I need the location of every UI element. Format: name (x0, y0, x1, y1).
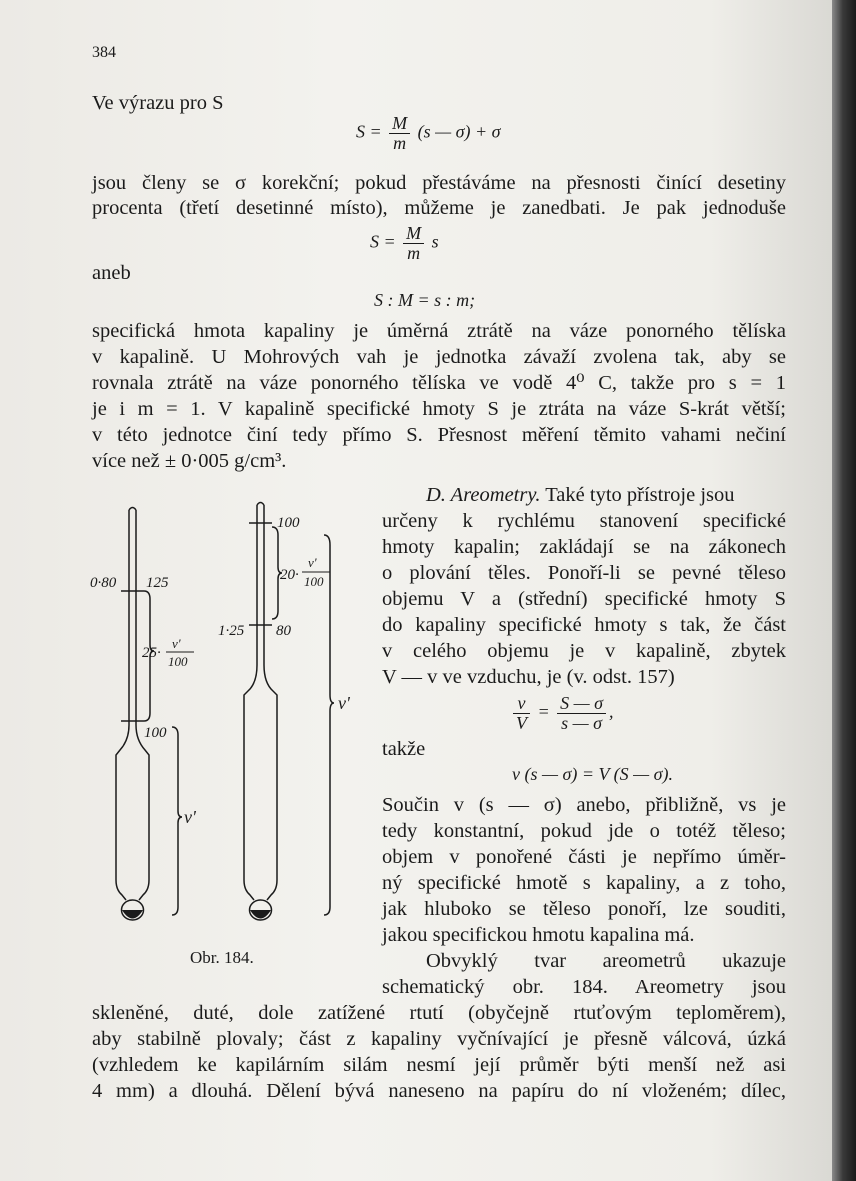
formula-4-den2: s — σ (561, 712, 603, 733)
left-hydrometer-outline-left (116, 510, 129, 900)
para4-line: schematický obr. 184. Areometry jsou (382, 976, 786, 998)
hydrometer-figure (80, 495, 380, 935)
right-hydrometer-outline-left (244, 505, 257, 900)
takze-word: takže (382, 738, 426, 760)
right-hydrometer-top (257, 503, 264, 506)
section-line: v celého objemu je v kapalině, zbytek (382, 640, 786, 662)
formula-4-right-fraction (557, 694, 606, 733)
para3-line: jak hluboko se těleso ponoří, lze souditi, (382, 898, 786, 920)
formula-2-den: m (407, 242, 421, 263)
para2-line: v kapalině. U Mohrových vah je jednotka závaží zvolena tak, aby se (92, 346, 786, 368)
formula-4-tail: , (609, 701, 614, 722)
right-label-v: v' (338, 693, 350, 713)
left-label-080: 0·80 (90, 575, 117, 591)
left-frac-den: 100 (168, 654, 188, 669)
left-frac-num: v' (172, 636, 181, 651)
aneb-word: aneb (92, 262, 131, 284)
para2-line: více než ± 0·005 g/cm³. (92, 450, 287, 472)
formula-4-num2: S — σ (557, 694, 606, 714)
para2-line: specifická hmota kapaliny je úměrná ztrátě na váze ponorného tělíska (92, 320, 786, 342)
para5-line: (vzhledem ke kapilárním silám nesmí její průměr býti menší než asi (92, 1054, 786, 1076)
left-hydrometer-outline-right (136, 510, 149, 900)
formula-4-num1: v (513, 694, 530, 714)
right-label-80: 80 (276, 623, 291, 639)
formula-4-den1: V (516, 712, 527, 733)
right-frac-num: v' (308, 555, 317, 570)
left-bracket-large (172, 727, 182, 915)
formula-4-left-fraction (513, 694, 530, 733)
right-hydrometer-outline-right (264, 505, 277, 900)
formula-1-rest: (s — σ) + σ (417, 121, 501, 142)
formula-1-num: M (389, 114, 410, 134)
section-line: určeny k rychlému stanovení specifické (382, 510, 786, 532)
para3-line: Součin v (s — σ) anebo, přibližně, vs je (382, 794, 786, 816)
formula-2-fraction (403, 224, 424, 263)
formula-1-lhs: S = (356, 121, 382, 142)
formula-1 (356, 114, 501, 153)
right-label-100: 100 (277, 515, 300, 531)
left-label-v: v' (184, 807, 196, 827)
para5-line: skleněné, duté, dole zatížené rtutí (obyčejně rtuťovým teploměrem), (92, 1002, 786, 1024)
left-label-125: 125 (146, 575, 169, 591)
section-title-line (426, 482, 735, 508)
page-number: 384 (92, 44, 116, 61)
formula-5: v (s — σ) = V (S — σ). (512, 764, 674, 784)
section-line: V — v ve vzduchu, je (v. odst. 157) (382, 666, 675, 688)
formula-3: S : M = s : m; (374, 290, 476, 310)
para4-line: Obvyklý tvar areometrů ukazuje (426, 950, 786, 972)
para2-line: v této jednotce činí tedy přímo S. Přesnost měření těmito vahami nečiní (92, 424, 786, 446)
formula-2-num: M (403, 224, 424, 244)
left-hydrometer-top (129, 508, 136, 511)
para2-line: je i m = 1. V kapalině specifické hmoty S je ztráta na váze S-krát větší; (92, 398, 786, 420)
para3-line: objem v ponořené části je nepřímo úměr- (382, 846, 786, 868)
right-label-125: 1·25 (218, 623, 245, 639)
formula-1-den: m (393, 132, 407, 153)
para3-line: tedy konstantní, pokud jde o totéž těleso; (382, 820, 786, 842)
para5-line: aby stabilně plovaly; část z kapaliny vyčnívající je přesně válcová, úzká (92, 1028, 786, 1050)
intro-text: Ve výrazu pro S (92, 92, 224, 114)
section-line: do kapaliny specifické hmoty s tak, že část (382, 614, 786, 636)
para5-line: 4 mm) a dlouhá. Dělení bývá naneseno na papíru do ní vloženém; dílec, (92, 1080, 786, 1102)
intro-line (92, 90, 224, 116)
book-binding-shadow (832, 0, 856, 1181)
formula-2 (370, 224, 439, 263)
para2-line: rovnala ztrátě na váze ponorného tělíska ve vodě 4⁰ C, takže pro s = 1 (92, 372, 786, 394)
section-line: o plování těles. Ponoří-li se pevné těleso (382, 562, 786, 584)
section-title: D. Areometry. (426, 484, 541, 506)
right-label-20: 20· (280, 567, 299, 583)
para1-line: procenta (třetí desetinné místo), můžeme je zanedbati. Je pak jednoduše (92, 197, 786, 219)
left-label-25: 25· (142, 645, 161, 661)
right-bracket-large (324, 535, 334, 915)
para3-line: ný specifické hmotě s kapaliny, a z toho, (382, 872, 786, 894)
right-frac-den: 100 (304, 574, 324, 589)
para1-line: jsou členy se σ korekční; pokud přestáváme na přesnosti činící desetiny (92, 172, 786, 194)
formula-2-rest: s (431, 231, 439, 252)
left-label-100: 100 (144, 725, 167, 741)
para3-line: jakou specifickou hmotu kapalina má. (382, 924, 695, 946)
section-line: hmoty kapalin; zakládají se na zákonech (382, 536, 786, 558)
section-line: objemu V a (střední) specifické hmoty S (382, 588, 786, 610)
formula-2-lhs: S = (370, 231, 396, 252)
section-line: Také tyto přístroje jsou (545, 484, 735, 506)
formula-4 (510, 694, 614, 733)
formula-1-fraction (389, 114, 410, 153)
figure-caption: Obr. 184. (190, 948, 254, 967)
formula-4-equals: = (537, 701, 550, 722)
